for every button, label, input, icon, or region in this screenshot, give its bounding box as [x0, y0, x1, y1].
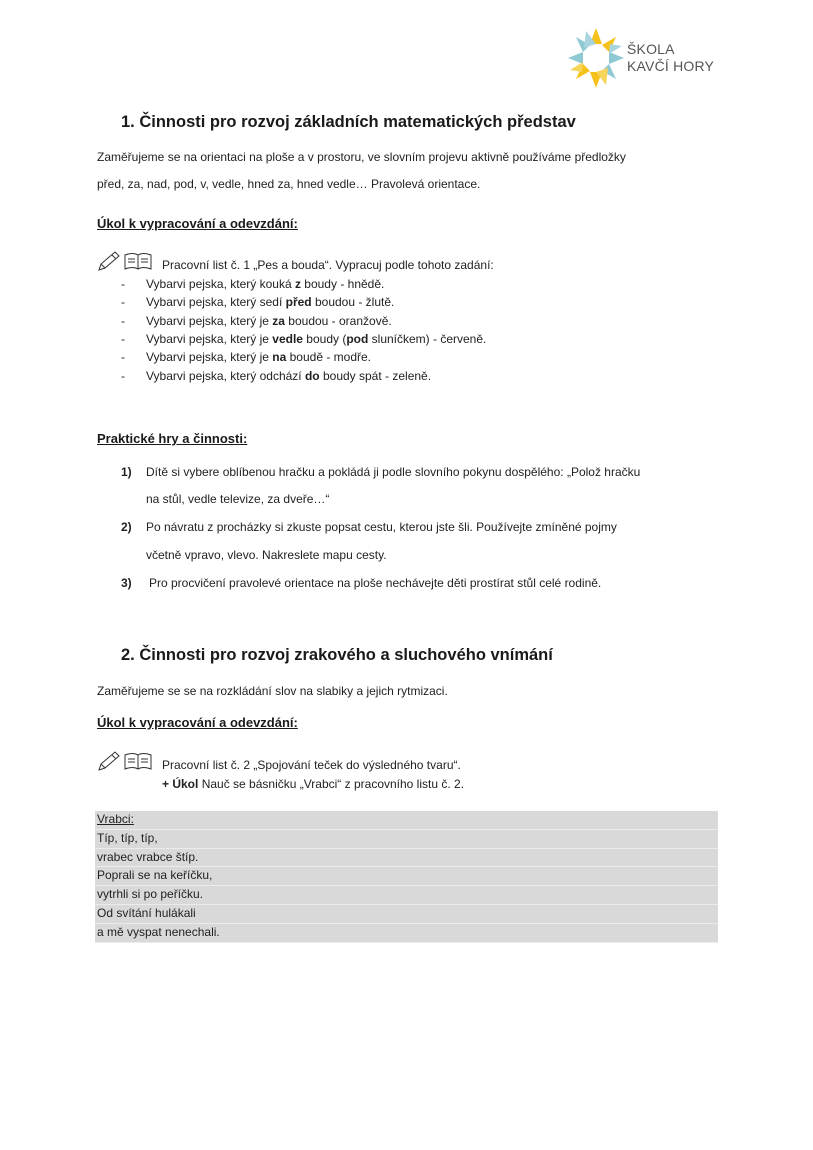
task-icons: [97, 250, 153, 272]
book-icon: [125, 254, 151, 270]
logo-line-2: KAVČÍ HORY: [627, 58, 715, 74]
logo-line-1: ŠKOLA: [627, 41, 675, 57]
pencil-icon: [99, 752, 119, 770]
poem-box: [95, 811, 718, 943]
section-2-task-heading: Úkol k vypracování a odevzdání:: [97, 715, 298, 730]
poem-line: a mě vyspat nenechali.: [95, 924, 718, 943]
sun-logo-icon: [567, 27, 625, 89]
game-number: 3): [121, 576, 132, 590]
section-1-task-heading: Úkol k vypracování a odevzdání:: [97, 216, 298, 231]
poem-line: vytrhli si po peříčku.: [95, 886, 718, 905]
section-1-title: 1. Činnosti pro rozvoj základních matematických představ: [121, 113, 576, 131]
poem-title: Vrabci:: [95, 811, 718, 830]
section-1-intro-line-1: Zaměřujeme se na orientaci na ploše a v prostoru, ve slovním projevu aktivně používáme předložky: [97, 150, 626, 164]
worksheet-2-text: Pracovní list č. 2 „Spojování teček do výsledného tvaru“.: [162, 758, 461, 772]
extra-task: + Úkol Nauč se básničku „Vrabci“ z pracovního listu č. 2.: [162, 777, 465, 791]
game-number: 1): [121, 465, 132, 479]
list-item: Vybarvi pejska, který sedí před boudou - žlutě.: [146, 295, 395, 309]
game-2-line-1: Po návratu z procházky si zkuste popsat cestu, kterou jste šli. Používejte zmíněné pojmy: [146, 520, 617, 534]
book-icon: [125, 754, 151, 770]
pencil-icon: [99, 252, 119, 270]
poem-line: Poprali se na keříčku,: [95, 867, 718, 886]
section-2-title: 2. Činnosti pro rozvoj zrakového a sluchového vnímání: [121, 646, 553, 664]
list-item: Vybarvi pejska, který je na boudě - modře.: [146, 350, 372, 364]
game-1-line-2: na stůl, vedle televize, za dveře…“: [146, 492, 330, 506]
list-item: Vybarvi pejska, který odchází do boudy spát - zeleně.: [146, 369, 432, 383]
game-2-line-2: včetně vpravo, vlevo. Nakreslete mapu cesty.: [146, 548, 387, 562]
games-heading: Praktické hry a činnosti:: [97, 431, 248, 446]
list-item: Vybarvi pejska, který je za boudou - oranžově.: [146, 314, 392, 328]
list-item: Vybarvi pejska, který kouká z boudy - hnědě.: [146, 277, 385, 291]
logo-text: [627, 41, 714, 75]
worksheet-1-text: Pracovní list č. 1 „Pes a bouda“. Vypracuj podle tohoto zadání:: [162, 258, 494, 272]
poem-line: vrabec vrabce štíp.: [95, 849, 718, 868]
game-number: 2): [121, 520, 132, 534]
school-logo: [567, 27, 727, 89]
game-3-line-1: Pro procvičení pravolevé orientace na ploše nechávejte děti prostírat stůl celé rodině.: [149, 576, 602, 590]
poem-line: Od svítání hulákali: [95, 905, 718, 924]
section-1-intro-line-2: před, za, nad, pod, v, vedle, hned za, hned vedle… Pravolevá orientace.: [97, 177, 481, 191]
game-1-line-1: Dítě si vybere oblíbenou hračku a pokládá ji podle slovního pokynu dospělého: „Polož hračku: [146, 465, 641, 479]
task-icons-2: [97, 750, 153, 772]
section-2-intro: Zaměřujeme se se na rozkládání slov na slabiky a jejich rytmizaci.: [97, 684, 448, 698]
list-item: Vybarvi pejska, který je vedle boudy (pod sluníčkem) - červeně.: [146, 332, 487, 346]
poem-line: Típ, típ, típ,: [95, 830, 718, 849]
